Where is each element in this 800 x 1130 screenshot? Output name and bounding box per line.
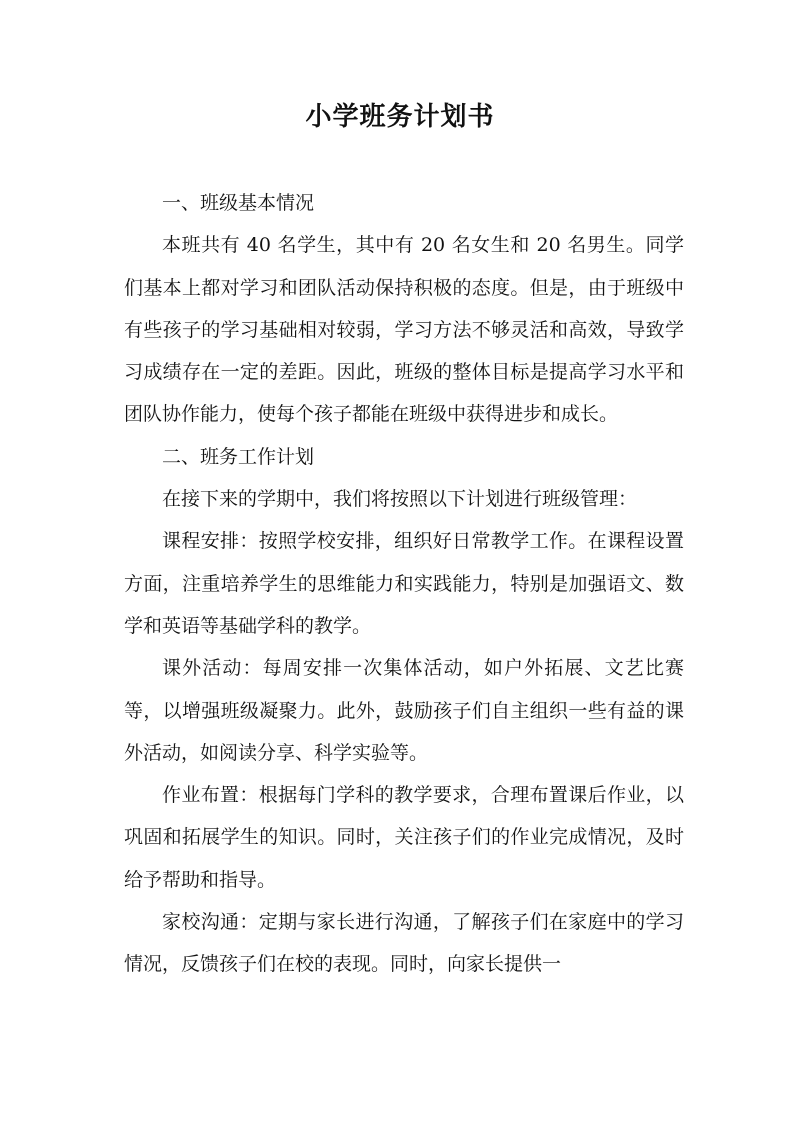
section-heading-basic-info: 一、班级基本情况 [162,192,315,214]
paragraph-plan-intro: 在接下来的学期中，我们将按照以下计划进行班级管理： [162,488,638,511]
page-title: 小学班务计划书 [305,102,495,132]
section-heading-work-plan: 二、班务工作计划 [162,445,315,468]
paragraph-home-school: 家校沟通：定期与家长进行沟通，了解孩子们在家庭中的学习情况，反馈孩子们在校的表现。同时，向家长提供一 [124,911,684,976]
document-body [124,182,684,986]
paragraph-extracurricular: 课外活动：每周安排一次集体活动，如户外拓展、文艺比赛等，以增强班级凝聚力。此外，鼓励孩子们自主组织一些有益的课外活动，如阅读分享、科学实验等。 [124,657,684,764]
paragraph-homework: 作业布置：根据每门学科的教学要求，合理布置课后作业，以巩固和拓展学生的知识。同时，关注孩子们的作业完成情况，及时给予帮助和指导。 [124,784,684,891]
paragraph-curriculum: 课程安排：按照学校安排，组织好日常教学工作。在课程设置方面，注重培养学生的思维能力和实践能力，特别是加强语文、数学和英语等基础学科的教学。 [124,530,684,637]
paragraph-class-overview: 本班共有 40 名学生，其中有 20 名女生和 20 名男生。同学们基本上都对学习和团队活动保持积极的态度。但是，由于班级中有些孩子的学习基础相对较弱，学习方法不够灵活和高效，导致学习成绩存在一定的差距。因此，班级的整体目标是提高学习水平和团队协作能力，使每个孩子都能在班级中获得进步和成长。 [124,234,684,426]
